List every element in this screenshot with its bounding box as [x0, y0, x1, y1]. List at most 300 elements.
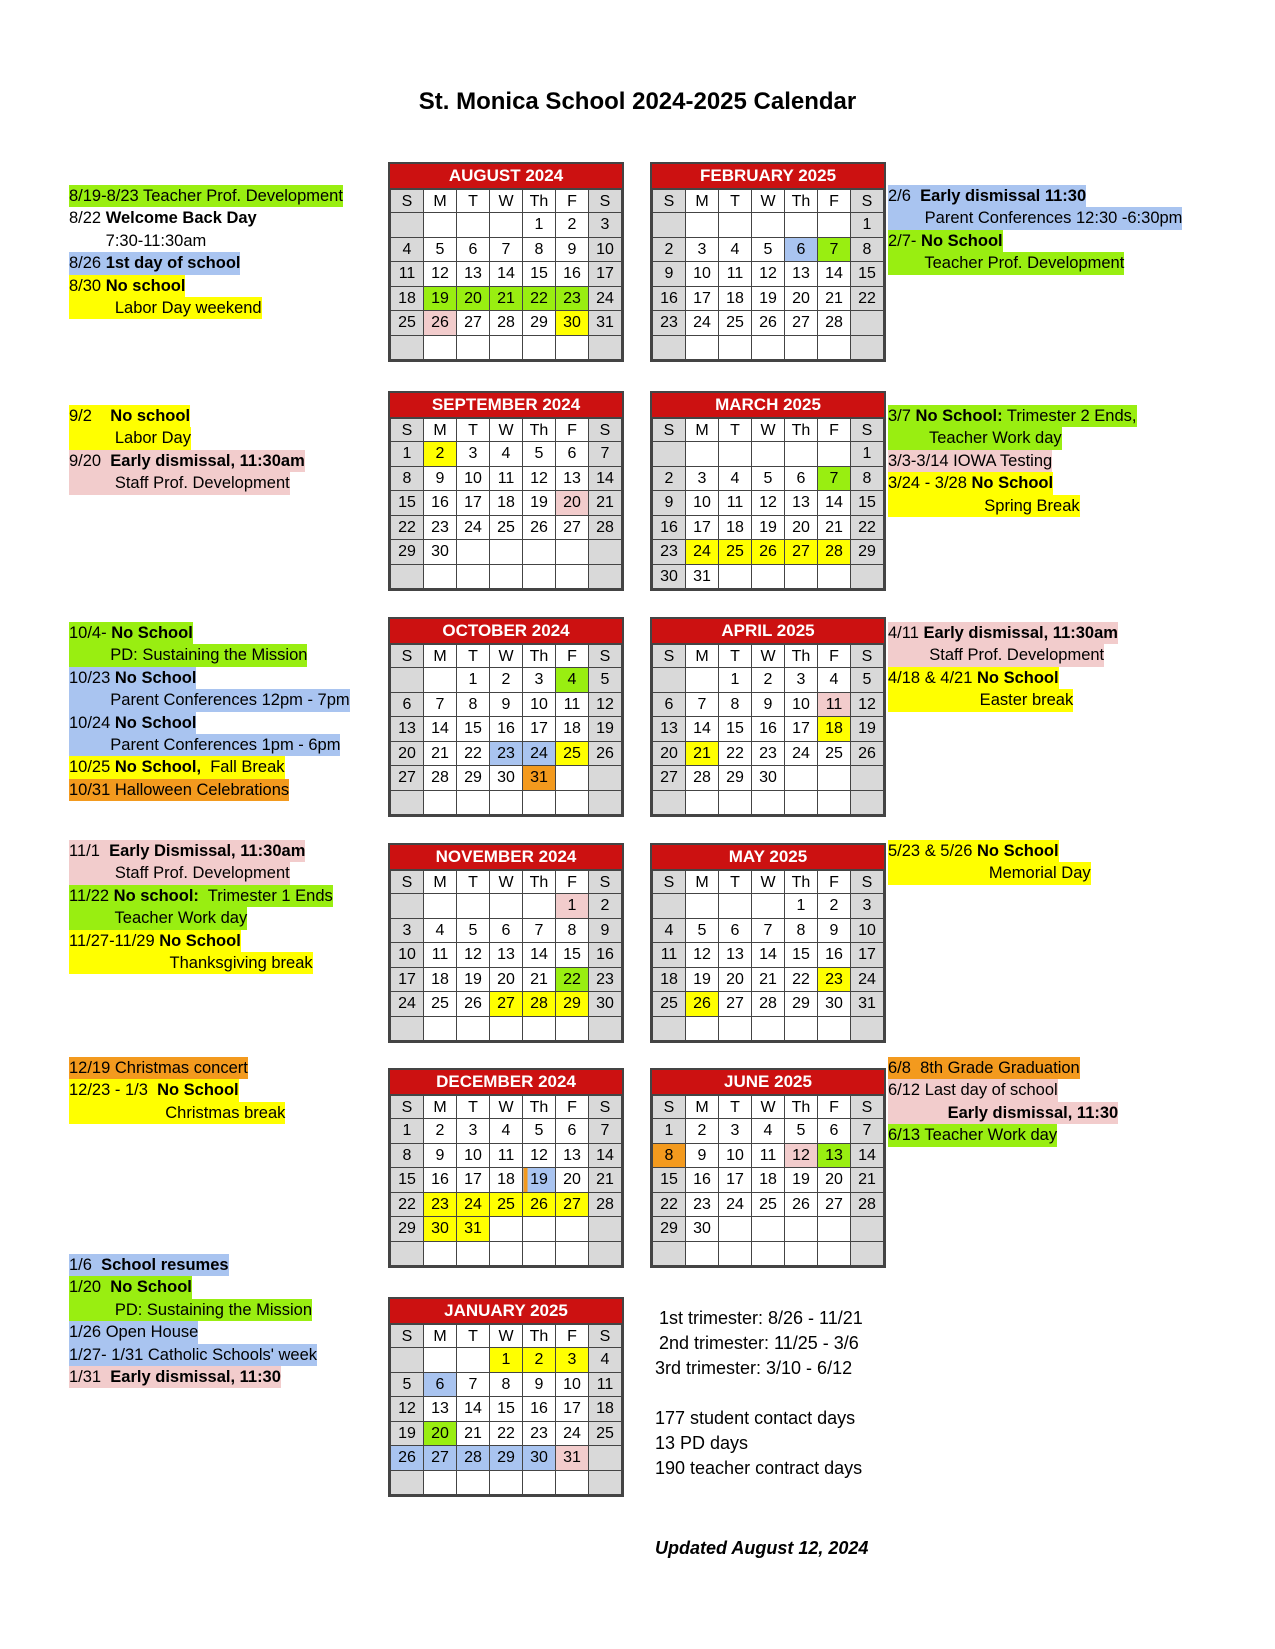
day-cell: 28: [818, 311, 851, 336]
weekday-header: Th: [523, 871, 556, 894]
notes-dec: [69, 1057, 285, 1124]
weekday-header: S: [851, 419, 884, 442]
note-text: Trimester 1 Ends: [198, 886, 333, 905]
day-cell: 4: [424, 918, 457, 943]
day-cell: 23: [424, 515, 457, 540]
day-cell: 14: [589, 466, 622, 491]
day-cell: 8: [851, 237, 884, 262]
day-cell: 9: [686, 1143, 719, 1168]
day-cell: 1: [490, 1348, 523, 1373]
day-cell: [424, 894, 457, 919]
day-cell: 3: [391, 918, 424, 943]
note-line: [69, 230, 343, 252]
note-text: 1/6: [69, 1256, 102, 1274]
weekday-header: T: [457, 871, 490, 894]
note-line: [69, 275, 343, 297]
day-cell: 14: [589, 1143, 622, 1168]
day-cell: 30: [490, 766, 523, 791]
day-cell: 2: [523, 1348, 556, 1373]
weekday-header: S: [851, 871, 884, 894]
day-cell: [589, 335, 622, 360]
note-emphasis: Early dismissal, 11:30am: [923, 624, 1118, 642]
day-cell: [556, 1470, 589, 1495]
day-cell: [818, 442, 851, 467]
note-line: [888, 644, 1118, 666]
day-cell: 4: [490, 1119, 523, 1144]
day-cell: 28: [589, 515, 622, 540]
note-line: [69, 885, 333, 907]
note-text: [888, 1102, 948, 1124]
day-cell: 29: [490, 1446, 523, 1471]
day-cell: 24: [686, 311, 719, 336]
day-cell: 19: [851, 717, 884, 742]
day-cell: 16: [424, 1168, 457, 1193]
day-cell: 13: [785, 262, 818, 287]
day-cell: 1: [851, 442, 884, 467]
day-cell: 18: [490, 491, 523, 516]
note-line: [69, 1299, 317, 1321]
day-cell: 11: [424, 943, 457, 968]
day-cell: 21: [686, 741, 719, 766]
day-cell: 13: [391, 717, 424, 742]
day-cell: 28: [752, 992, 785, 1017]
note-line: [69, 450, 305, 472]
weekday-header: T: [719, 190, 752, 213]
weekday-header: T: [719, 1096, 752, 1119]
day-cell: 21: [589, 1168, 622, 1193]
day-cell: 15: [653, 1168, 686, 1193]
calendar-jun2025: [650, 1068, 886, 1268]
day-cell: 31: [457, 1217, 490, 1242]
day-cell: 20: [818, 1168, 851, 1193]
note-line: [69, 427, 305, 449]
day-cell: 9: [818, 918, 851, 943]
note-line: [69, 1344, 317, 1366]
day-cell: [818, 1241, 851, 1266]
day-cell: [589, 1446, 622, 1471]
day-cell: 27: [785, 540, 818, 565]
day-cell: 19: [752, 515, 785, 540]
day-cell: [785, 335, 818, 360]
day-cell: [818, 335, 851, 360]
day-cell: 17: [523, 717, 556, 742]
day-cell: [490, 540, 523, 565]
note-emphasis: No School: [977, 668, 1059, 687]
weekday-header: S: [653, 419, 686, 442]
day-cell: 14: [818, 262, 851, 287]
note-line: [888, 495, 1137, 517]
note-text: 11/27-11/29: [69, 931, 160, 950]
day-cell: [653, 894, 686, 919]
day-cell: 31: [851, 992, 884, 1017]
note-emphasis: Early Dismissal, 11:30am: [109, 842, 306, 860]
day-cell: 21: [752, 967, 785, 992]
day-cell: 18: [556, 717, 589, 742]
day-cell: 21: [424, 741, 457, 766]
note-text: Labor Day weekend: [69, 299, 262, 318]
note-emphasis: No School: [114, 713, 197, 732]
day-cell: [752, 442, 785, 467]
note-text: Teacher Prof. Development: [888, 254, 1125, 273]
day-cell: 22: [851, 286, 884, 311]
day-cell: 18: [818, 717, 851, 742]
day-cell: 30: [818, 992, 851, 1017]
day-cell: 5: [752, 466, 785, 491]
day-cell: 11: [556, 692, 589, 717]
day-cell: 5: [523, 1119, 556, 1144]
month-title: MARCH 2025: [652, 393, 884, 418]
note-text: Labor Day: [69, 429, 191, 448]
day-cell: 13: [653, 717, 686, 742]
day-cell: [391, 1241, 424, 1266]
day-cell: 4: [653, 918, 686, 943]
weekday-header: S: [851, 1096, 884, 1119]
day-cell: 10: [785, 692, 818, 717]
day-cell: [523, 564, 556, 589]
day-cell: [653, 213, 686, 238]
day-cell: 10: [851, 918, 884, 943]
day-cell: 6: [785, 466, 818, 491]
day-cell: 29: [391, 1217, 424, 1242]
day-cell: [719, 213, 752, 238]
day-cell: [457, 1470, 490, 1495]
notes-apr: [888, 622, 1118, 712]
day-cell: 15: [785, 943, 818, 968]
month-title: JANUARY 2025: [390, 1299, 622, 1324]
note-emphasis: No School: [110, 1278, 192, 1297]
day-cell: 8: [719, 692, 752, 717]
day-cell: 30: [424, 540, 457, 565]
day-cell: 5: [752, 237, 785, 262]
day-cell: 30: [523, 1446, 556, 1471]
day-cell: 31: [523, 766, 556, 791]
day-cell: 18: [653, 967, 686, 992]
note-emphasis: No school: [110, 407, 191, 425]
note-text: 12/19 Christmas concert: [69, 1059, 248, 1077]
weekday-header: S: [391, 1325, 424, 1348]
day-cell: 4: [752, 1119, 785, 1144]
day-cell: [686, 668, 719, 693]
day-cell: 6: [653, 692, 686, 717]
day-cell: [686, 442, 719, 467]
day-cell: 26: [752, 311, 785, 336]
day-cell: [556, 766, 589, 791]
day-cell: [391, 335, 424, 360]
day-cell: [490, 894, 523, 919]
weekday-header: Th: [785, 871, 818, 894]
note-text: PD: Sustaining the Mission: [69, 1300, 313, 1319]
day-cell: 26: [589, 741, 622, 766]
day-cell: 3: [556, 1348, 589, 1373]
note-line: [888, 427, 1137, 449]
day-cell: 16: [653, 515, 686, 540]
day-cell: 7: [752, 918, 785, 943]
day-cell: 7: [818, 237, 851, 262]
day-cell: 23: [424, 1192, 457, 1217]
note-emphasis: Early dismissal 11:30: [920, 187, 1087, 205]
weekday-header: M: [424, 1096, 457, 1119]
day-cell: 11: [391, 262, 424, 287]
month-title: DECEMBER 2024: [390, 1070, 622, 1095]
note-text: 12/23 - 1/3: [69, 1081, 158, 1100]
note-line: [69, 779, 350, 801]
day-cell: 19: [752, 286, 785, 311]
calendar-may2025: [650, 843, 886, 1043]
day-cell: 1: [391, 442, 424, 467]
day-cell: [490, 335, 523, 360]
trimester-1: 1st trimester: 8/26 - 11/21: [659, 1308, 863, 1328]
day-cell: [719, 1016, 752, 1041]
day-cell: 8: [457, 692, 490, 717]
day-cell: 16: [424, 491, 457, 516]
day-cell: [556, 564, 589, 589]
note-text: 3/24 - 3/28: [888, 474, 972, 493]
day-cell: [490, 564, 523, 589]
day-cell: [424, 1348, 457, 1373]
weekday-header: W: [752, 645, 785, 668]
day-cell: 28: [818, 540, 851, 565]
note-line: [888, 840, 1091, 862]
note-text: 8/26: [69, 254, 106, 273]
day-cell: 13: [457, 262, 490, 287]
day-cell: 17: [556, 1397, 589, 1422]
day-cell: 21: [818, 515, 851, 540]
day-cell: 24: [589, 286, 622, 311]
note-text: Spring Break: [888, 496, 1080, 515]
day-cell: [391, 213, 424, 238]
weekday-header: S: [589, 190, 622, 213]
day-cell: [785, 1016, 818, 1041]
student-contact-days: 177 student contact days: [655, 1408, 856, 1428]
day-cell: 5: [589, 668, 622, 693]
day-cell: 10: [457, 466, 490, 491]
day-cell: [556, 1217, 589, 1242]
trimester-2: 2nd trimester: 11/25 - 3/6: [659, 1333, 859, 1353]
weekday-header: W: [752, 190, 785, 213]
summary-info: [655, 1306, 863, 1481]
day-cell: 7: [686, 692, 719, 717]
day-cell: [424, 1470, 457, 1495]
day-cell: 23: [653, 311, 686, 336]
weekday-header: T: [719, 645, 752, 668]
day-cell: [490, 213, 523, 238]
note-line: [69, 1057, 285, 1079]
day-cell: 23: [818, 967, 851, 992]
day-cell: 23: [490, 741, 523, 766]
weekday-header: S: [589, 645, 622, 668]
day-cell: 4: [719, 466, 752, 491]
day-cell: 28: [686, 766, 719, 791]
day-cell: 17: [457, 491, 490, 516]
calendar-nov2024: [388, 843, 624, 1043]
day-cell: [653, 1241, 686, 1266]
day-cell: 22: [851, 515, 884, 540]
calendar-feb2025: [650, 162, 886, 362]
day-cell: 6: [391, 692, 424, 717]
day-cell: 14: [851, 1143, 884, 1168]
note-line: [69, 756, 350, 778]
day-cell: 25: [556, 741, 589, 766]
weekday-header: S: [391, 645, 424, 668]
note-text: 8/22: [69, 209, 106, 228]
day-cell: 6: [490, 918, 523, 943]
day-cell: 1: [653, 1119, 686, 1144]
day-cell: 8: [851, 466, 884, 491]
weekday-header: T: [719, 419, 752, 442]
month-title: APRIL 2025: [652, 619, 884, 644]
day-cell: 14: [457, 1397, 490, 1422]
day-cell: 14: [523, 943, 556, 968]
day-cell: 26: [424, 311, 457, 336]
day-cell: 4: [556, 668, 589, 693]
day-cell: 29: [719, 766, 752, 791]
note-line: [888, 472, 1137, 494]
note-text: 1/27- 1/31 Catholic Schools' week: [69, 1345, 318, 1364]
day-cell: 30: [556, 311, 589, 336]
day-cell: 19: [391, 1421, 424, 1446]
day-cell: 30: [653, 564, 686, 589]
notes-mar: [888, 405, 1137, 517]
day-cell: 1: [556, 894, 589, 919]
day-cell: 2: [556, 213, 589, 238]
day-cell: 7: [490, 237, 523, 262]
weekday-header: M: [424, 419, 457, 442]
day-cell: 3: [851, 894, 884, 919]
day-cell: [785, 790, 818, 815]
day-cell: 11: [719, 491, 752, 516]
pd-days: 13 PD days: [655, 1433, 749, 1453]
day-cell: [686, 894, 719, 919]
day-cell: 29: [457, 766, 490, 791]
weekday-header: T: [457, 190, 490, 213]
day-cell: 11: [818, 692, 851, 717]
notes-feb: [888, 185, 1182, 275]
day-cell: 29: [556, 992, 589, 1017]
day-cell: 3: [686, 237, 719, 262]
notes-sep: [69, 405, 305, 495]
day-cell: 8: [523, 237, 556, 262]
day-cell: 5: [785, 1119, 818, 1144]
day-cell: 16: [752, 717, 785, 742]
day-cell: 8: [391, 466, 424, 491]
day-cell: 8: [653, 1143, 686, 1168]
day-cell: 24: [391, 992, 424, 1017]
note-line: [69, 1366, 317, 1388]
day-cell: 9: [556, 237, 589, 262]
day-cell: [523, 1016, 556, 1041]
day-cell: [490, 1016, 523, 1041]
weekday-header: Th: [523, 645, 556, 668]
day-cell: 1: [785, 894, 818, 919]
calendar-apr2025: [650, 617, 886, 817]
note-emphasis: No School: [111, 624, 193, 642]
note-text: 8/30: [69, 276, 106, 295]
day-cell: [785, 442, 818, 467]
note-line: [69, 667, 350, 689]
day-cell: [719, 1241, 752, 1266]
day-cell: [556, 1016, 589, 1041]
day-cell: [752, 1241, 785, 1266]
note-line: [69, 734, 350, 756]
note-line: [69, 472, 305, 494]
day-cell: 14: [490, 262, 523, 287]
day-cell: 9: [752, 692, 785, 717]
day-cell: 25: [391, 311, 424, 336]
day-cell: 4: [719, 237, 752, 262]
day-cell: 10: [686, 262, 719, 287]
note-line: [69, 622, 350, 644]
page-title: St. Monica School 2024-2025 Calendar: [418, 88, 857, 115]
note-line: [69, 405, 305, 427]
note-emphasis: Early dismissal, 11:30am: [110, 451, 305, 470]
day-cell: 2: [490, 668, 523, 693]
day-cell: [851, 766, 884, 791]
day-cell: 7: [589, 442, 622, 467]
day-cell: [523, 1217, 556, 1242]
note-line: [888, 1124, 1118, 1146]
day-cell: 24: [457, 1192, 490, 1217]
note-line: [69, 1321, 317, 1343]
note-line: [69, 1102, 285, 1124]
day-cell: [523, 1470, 556, 1495]
note-text: 6/8 8th Grade Graduation: [888, 1059, 1080, 1077]
day-cell: [719, 335, 752, 360]
note-line: [888, 405, 1137, 427]
day-cell: 9: [523, 1372, 556, 1397]
weekday-header: T: [457, 1325, 490, 1348]
day-cell: 17: [589, 262, 622, 287]
note-line: [69, 712, 350, 734]
day-cell: 15: [556, 943, 589, 968]
day-cell: 17: [851, 943, 884, 968]
day-cell: 12: [391, 1397, 424, 1422]
day-cell: [653, 442, 686, 467]
day-cell: [589, 564, 622, 589]
day-cell: 27: [785, 311, 818, 336]
day-cell: [686, 335, 719, 360]
day-cell: 5: [424, 237, 457, 262]
day-cell: 19: [785, 1168, 818, 1193]
day-cell: [523, 894, 556, 919]
day-cell: [490, 1241, 523, 1266]
day-cell: 25: [490, 1192, 523, 1217]
weekday-header: Th: [785, 645, 818, 668]
day-cell: 20: [653, 741, 686, 766]
note-line: [888, 1079, 1118, 1101]
note-text: Staff Prof. Development: [69, 474, 290, 493]
note-emphasis: No school:: [113, 886, 199, 905]
weekday-header: W: [490, 1096, 523, 1119]
note-emphasis: No School: [157, 1081, 239, 1100]
day-cell: 9: [424, 466, 457, 491]
day-cell: [719, 894, 752, 919]
note-emphasis: Early dismissal, 11:30: [947, 1103, 1119, 1122]
day-cell: 7: [851, 1119, 884, 1144]
day-cell: 5: [851, 668, 884, 693]
weekday-header: T: [457, 419, 490, 442]
day-cell: [785, 766, 818, 791]
day-cell: 7: [457, 1372, 490, 1397]
day-cell: 27: [818, 1192, 851, 1217]
day-cell: [818, 1016, 851, 1041]
day-cell: [589, 790, 622, 815]
note-text: Teacher Work day: [69, 909, 248, 928]
day-cell: 25: [424, 992, 457, 1017]
day-cell: [490, 1217, 523, 1242]
day-cell: 4: [391, 237, 424, 262]
day-cell: [490, 790, 523, 815]
month-title: JUNE 2025: [652, 1070, 884, 1095]
